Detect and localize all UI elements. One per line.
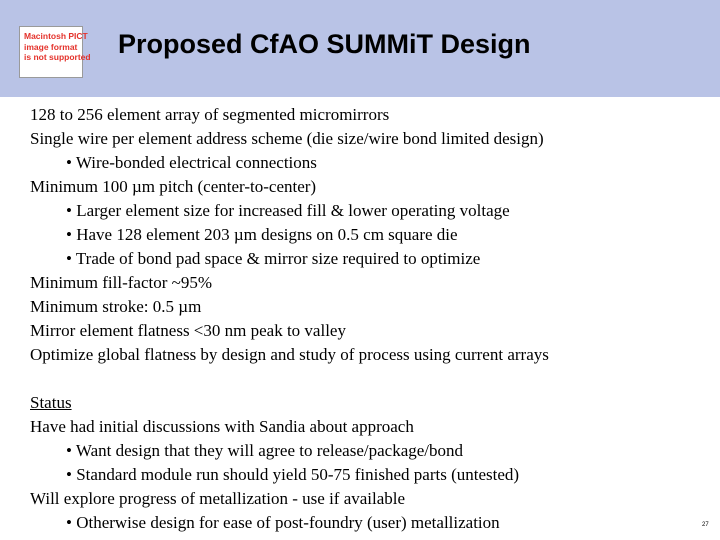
unsupported-image-placeholder — [19, 26, 91, 78]
slide-title: Proposed CfAO SUMMiT Design — [118, 29, 531, 59]
body-line: Have had initial discussions with Sandia about approach — [30, 417, 414, 436]
placeholder-line: image format — [24, 41, 78, 52]
page-number: 27 — [702, 522, 709, 528]
bullet-line: • Trade of bond pad space & mirror size required to optimize — [66, 249, 481, 268]
body-line: Minimum fill-factor ~95% — [30, 273, 212, 292]
bullet-line: • Standard module run should yield 50-75 finished parts (untested) — [66, 465, 520, 484]
bullet-line: • Larger element size for increased fill & lower operating voltage — [66, 201, 510, 220]
body-line: Minimum stroke: 0.5 µm — [30, 297, 202, 316]
placeholder-line: is not supported — [24, 52, 91, 62]
placeholder-line: Macintosh PICT — [24, 31, 88, 41]
paragraph-gap — [30, 367, 690, 391]
status-heading: Status — [30, 393, 72, 412]
title-band — [0, 0, 720, 97]
bullet-line: • Want design that they will agree to release/package/bond — [66, 441, 464, 460]
body-line: Single wire per element address scheme (die size/wire bond limited design) — [30, 129, 544, 148]
body-line: 128 to 256 element array of segmented micromirrors — [30, 105, 390, 124]
body-line: Optimize global flatness by design and study of process using current arrays — [30, 345, 549, 364]
body-line: Minimum 100 µm pitch (center-to-center) — [30, 177, 317, 196]
slide-body — [30, 103, 690, 535]
bullet-line: • Have 128 element 203 µm designs on 0.5 cm square die — [66, 225, 458, 244]
bullet-line: • Otherwise design for ease of post-foundry (user) metallization — [66, 513, 500, 532]
body-line: Mirror element flatness <30 nm peak to valley — [30, 321, 346, 340]
body-line: Will explore progress of metallization - use if available — [30, 489, 406, 508]
bullet-line: • Wire-bonded electrical connections — [66, 153, 317, 172]
